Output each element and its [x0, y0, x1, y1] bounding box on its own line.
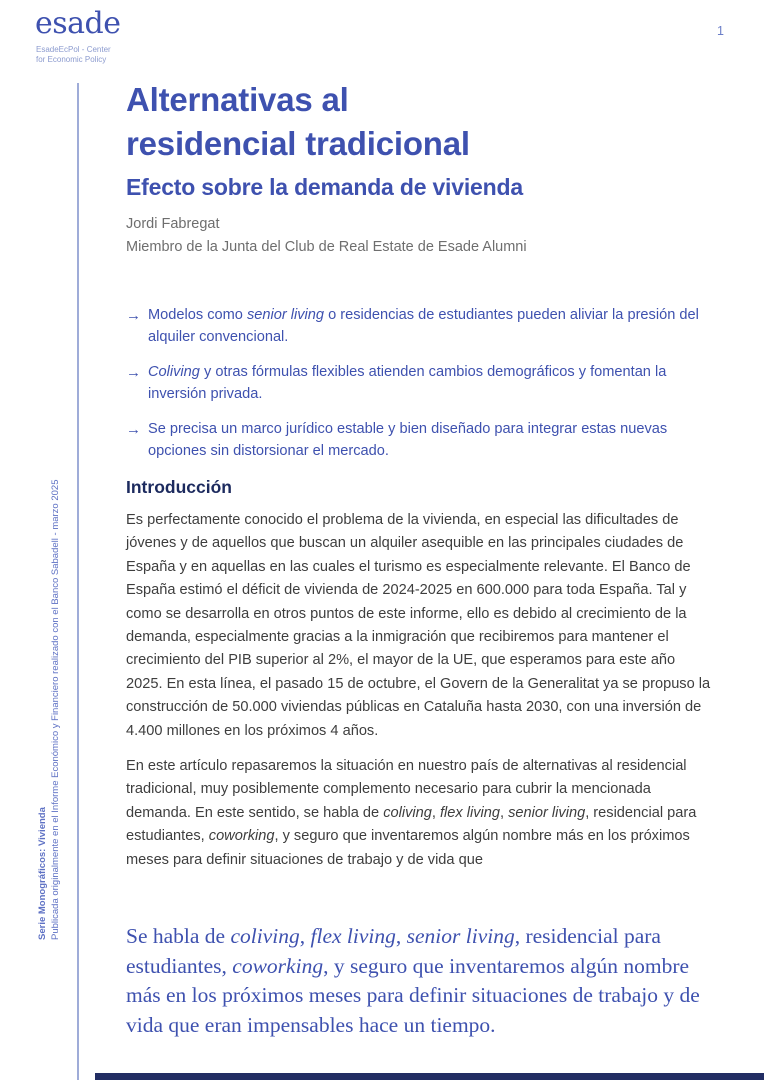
pull-quote: Se habla de coliving, flex living, senior living, residencial para estudiantes, coworking, y seguro que inventaremos algún nombre más en los próximos meses para definir situaciones de trabajo y de vida que eran impensables hace un tiempo. [126, 924, 700, 1037]
org-subtitle [36, 45, 111, 65]
footer-bar [95, 1073, 764, 1080]
org-line-1: EsadeEcPol - Center [36, 45, 111, 54]
author-role: Miembro de la Junta del Club de Real Estate de Esade Alumni [126, 238, 527, 255]
series-title: Serie Monográficos: Vivienda [37, 807, 48, 940]
body-paragraph-2: En este artículo repasaremos la situación en nuestro país de alternativas al residencial tradicional, muy posiblemente complemento necesario para cubrir la mencionada demanda. En este sentido, se habla de coliving, flex living, senior living, residencial para estudiantes, coworking, y seguro que inventaremos algún nombre más en los próximos meses para definir situaciones de trabajo y de vida que [126, 758, 697, 868]
esade-logo: esade [35, 6, 121, 41]
key-point-item [126, 362, 718, 405]
arrow-right-icon: → [126, 307, 141, 324]
org-line-2: for Economic Policy [36, 55, 107, 64]
author-block [126, 213, 726, 258]
key-point-item [126, 419, 718, 462]
series-detail: Publicada originalmente en el Informe Económico y Financiero realizado con el Banco Sabadell - marzo 2025 [50, 479, 61, 940]
arrow-right-icon: → [126, 364, 141, 381]
key-points-list [126, 305, 718, 476]
article-title-line-1: Alternativas al [126, 81, 349, 118]
author-name: Jordi Fabregat [126, 216, 220, 232]
article-title-line-2: residencial tradicional [126, 125, 470, 162]
key-point-text: Coliving y otras fórmulas flexibles atienden cambios demográficos y fomentan la inversión privada. [148, 364, 667, 402]
page-number: 1 [717, 24, 724, 38]
series-sidebar [36, 479, 62, 940]
article-subtitle: Efecto sobre la demanda de vivienda [126, 174, 523, 200]
section-heading: Introducción [126, 477, 232, 497]
key-point-item [126, 305, 718, 348]
arrow-right-icon: → [126, 421, 141, 438]
key-point-text: Modelos como senior living o residencias de estudiantes pueden aliviar la presión del alquiler convencional. [148, 307, 699, 345]
body-paragraph-1: Es perfectamente conocido el problema de la vivienda, en especial las dificultades de jóvenes y de aquellos que buscan un alquiler asequible en las principales ciudades de España y en aquellas en las cuales el turismo es especialmente relevante. El Banco de España estimó el déficit de vivienda de 2024-2025 en 600.000 para toda España. Tal y como se desarrolla en otros puntos de este informe, ello es debido al crecimiento de la demanda, especialmente gracias a la inmigración que recibiremos para mantener el crecimiento del PIB superior al 2%, el mayor de la UE, que esperamos para este año 2025. En esta línea, el pasado 15 de octubre, el Govern de la Generalitat ya se propuso la construcción de 50.000 viviendas públicas en Cataluña hasta 2030, con una inversión de 4.400 millones en los próximos 4 años. [126, 512, 711, 739]
vertical-rule [77, 83, 79, 1080]
article-title [126, 78, 726, 166]
key-point-text: Se precisa un marco jurídico estable y bien diseñado para integrar estas nuevas opciones sin distorsionar el mercado. [148, 421, 668, 459]
